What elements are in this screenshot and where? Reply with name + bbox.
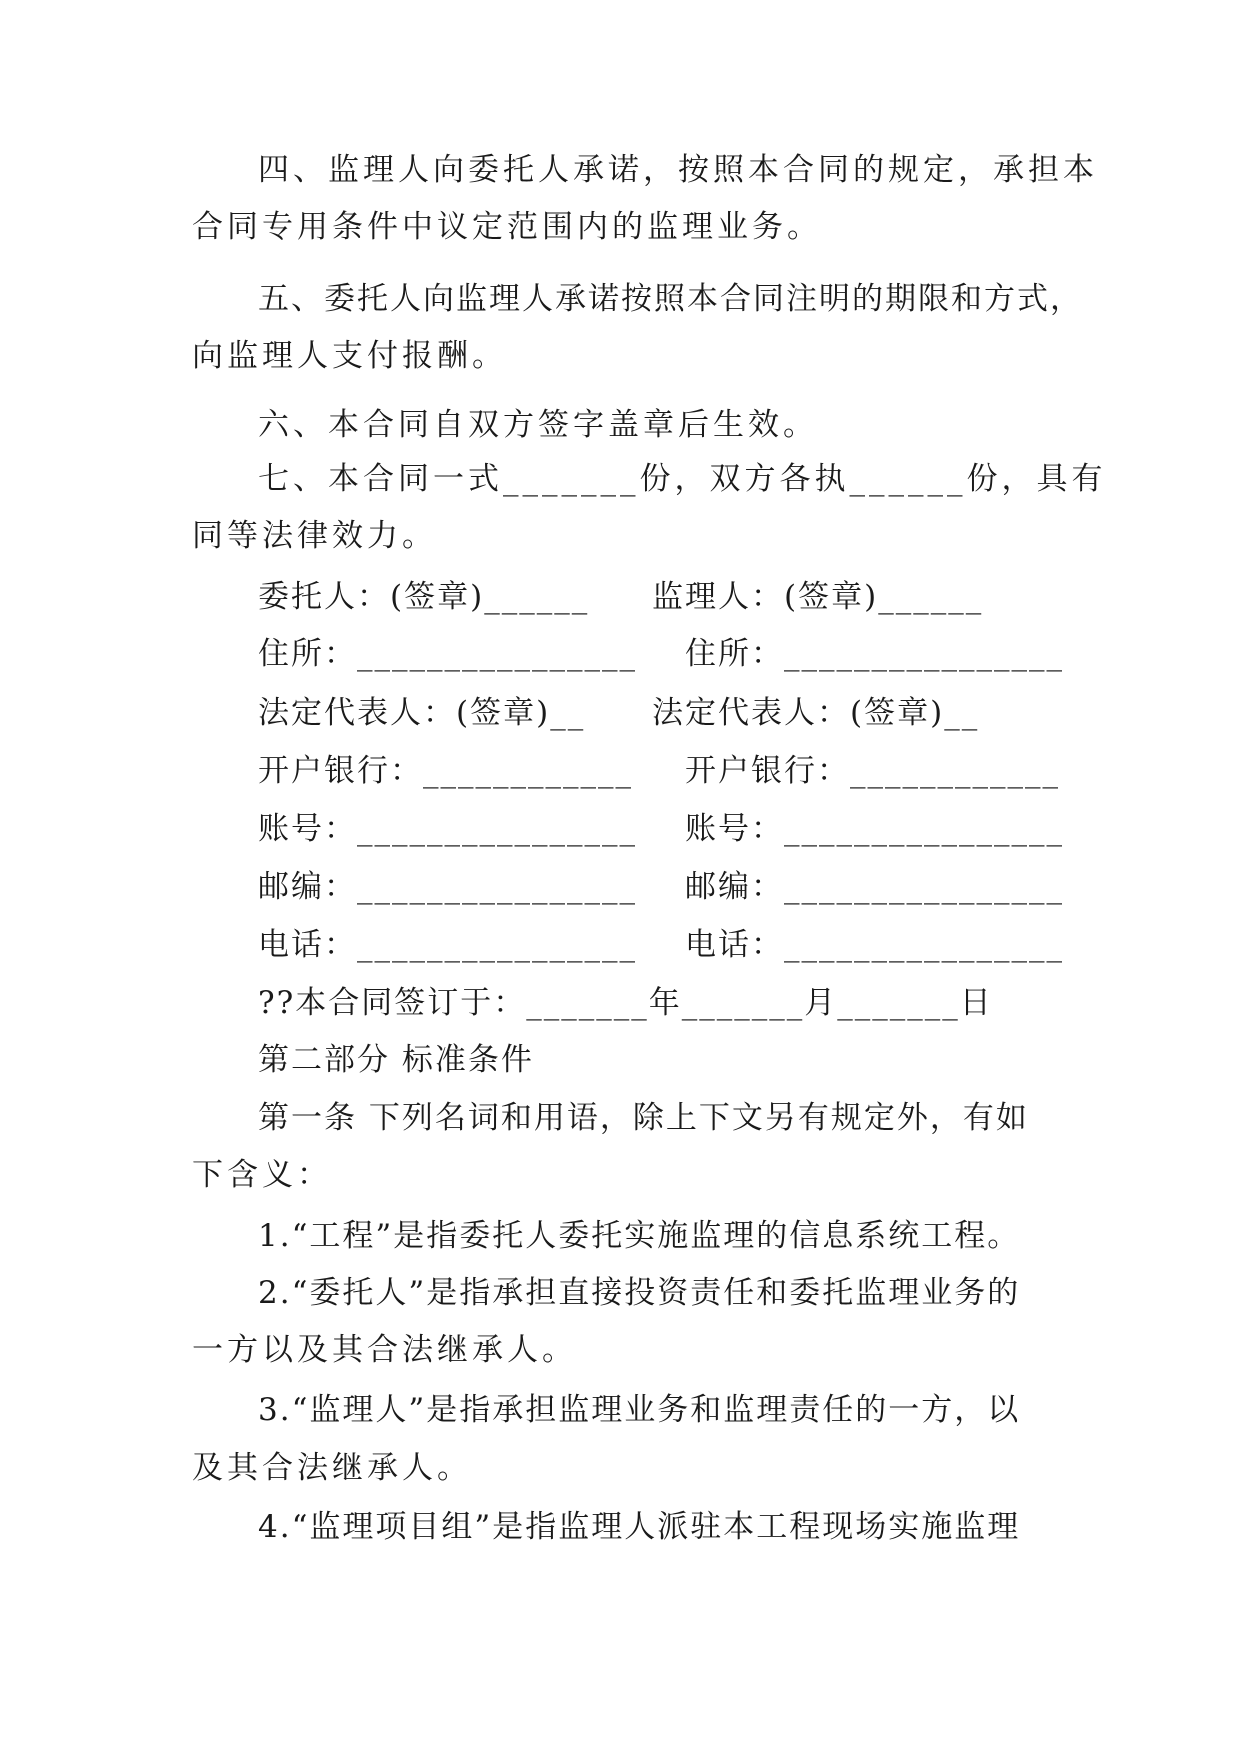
clause-5-line-1: 五、委托人向监理人承诺按照本合同注明的期限和方式，: [258, 281, 1083, 317]
client-postcode-field: 邮编：________________: [258, 869, 637, 905]
supervisor-phone-field: 电话：________________: [685, 927, 1064, 963]
client-account-field: 账号：________________: [258, 811, 637, 847]
clause-5-line-2: 向监理人支付报酬。: [192, 338, 507, 374]
definition-3-line-2: 及其合法继承人。: [192, 1450, 472, 1486]
supervisor-address-field: 住所：________________: [685, 636, 1064, 672]
client-signer-field: 委托人：(签章)______: [258, 579, 590, 615]
definition-1: 1.“工程”是指委托人委托实施监理的信息系统工程。: [258, 1218, 1021, 1254]
clause-7-line-2: 同等法律效力。: [192, 518, 437, 554]
clause-4-line-1: 四、监理人向委托人承诺，按照本合同的规定，承担本: [258, 152, 1098, 188]
article-1-line-1: 第一条 下列名词和用语，除上下文另有规定外，有如: [258, 1100, 1029, 1136]
signing-date-line: ??本合同签订于：_______年_______月_______日: [258, 985, 993, 1021]
supervisor-signer-field: 监理人：(签章)______: [652, 579, 984, 615]
article-1-line-2: 下含义：: [192, 1157, 332, 1193]
supervisor-account-field: 账号：________________: [685, 811, 1064, 847]
supervisor-postcode-field: 邮编：________________: [685, 869, 1064, 905]
clause-7-line-1: 七、本合同一式_______份，双方各执______份，具有: [258, 461, 1107, 497]
client-bank-field: 开户银行：____________: [258, 753, 633, 789]
part-two-heading: 第二部分 标准条件: [258, 1042, 534, 1078]
definition-2-line-1: 2.“委托人”是指承担直接投资责任和委托监理业务的: [258, 1275, 1021, 1311]
clause-4-line-2: 合同专用条件中议定范围内的监理业务。: [192, 209, 822, 245]
client-address-field: 住所：________________: [258, 636, 637, 672]
clause-6-line-1: 六、本合同自双方签字盖章后生效。: [258, 407, 818, 443]
client-phone-field: 电话：________________: [258, 927, 637, 963]
definition-2-line-2: 一方以及其合法继承人。: [192, 1332, 577, 1368]
definition-4-line-1: 4.“监理项目组”是指监理人派驻本工程现场实施监理: [258, 1509, 1021, 1545]
client-legal-rep-field: 法定代表人：(签章)__: [258, 695, 586, 731]
supervisor-legal-rep-field: 法定代表人：(签章)__: [652, 695, 980, 731]
definition-3-line-1: 3.“监理人”是指承担监理业务和监理责任的一方，以: [258, 1392, 1021, 1428]
supervisor-bank-field: 开户银行：____________: [685, 753, 1060, 789]
